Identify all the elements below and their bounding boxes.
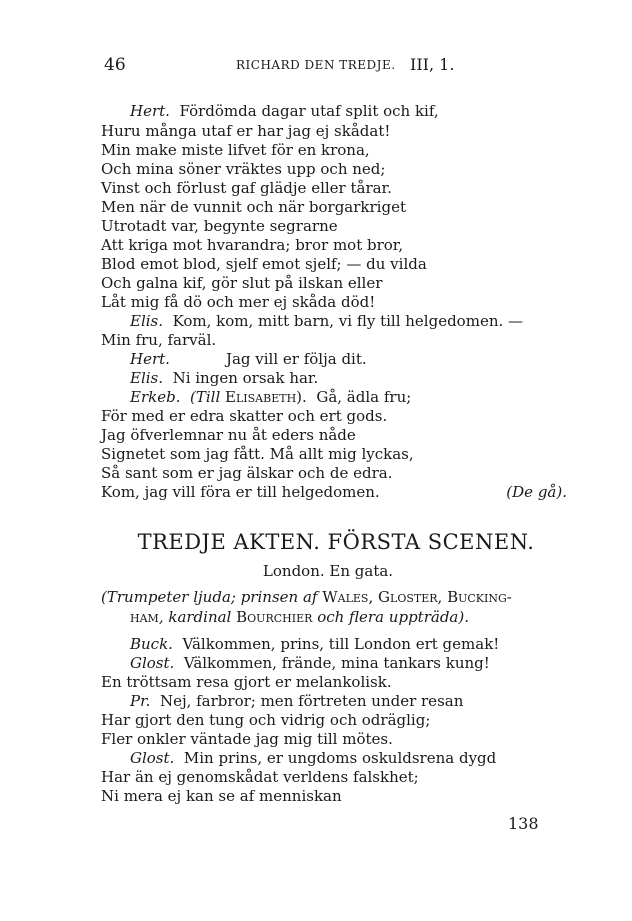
verse-line: Men när de vunnit och när borgarkriget bbox=[101, 198, 406, 216]
speaker-label: Hert. bbox=[130, 350, 170, 368]
stage-name: Wales bbox=[322, 588, 369, 606]
verse-line: Har än ej genomskådat verldens falskhet; bbox=[101, 768, 419, 786]
verse-line: Min fru, farväl. bbox=[101, 331, 217, 349]
speaker-label: Glost. bbox=[130, 749, 175, 767]
verse-line: Hert. Jag vill er följa dit. bbox=[130, 350, 367, 368]
speaker-label: Elis. bbox=[130, 312, 164, 330]
exit-direction: (De gå). bbox=[506, 483, 567, 501]
verse-line: Att kriga mot hvarandra; bror mot bror, bbox=[101, 236, 404, 254]
speaker-label: Pr. bbox=[130, 692, 151, 710]
stage-name: Bucking- bbox=[447, 588, 512, 606]
stage-name: Elisabeth bbox=[225, 388, 297, 406]
act-scene-ref: III, 1. bbox=[410, 55, 455, 74]
verse-line: Glost. Välkommen, frände, mina tankars kung! bbox=[130, 654, 490, 672]
scene-location: London. En gata. bbox=[262, 562, 394, 580]
verse-line: Glost. Min prins, er ungdoms oskuldsrena dygd bbox=[130, 749, 497, 767]
verse-line: Kom, jag vill föra er till helgedomen. (De gå). bbox=[101, 483, 567, 501]
verse-line: Elis. Ni ingen orsak har. bbox=[130, 369, 319, 387]
stage-name: Bourchier bbox=[236, 608, 313, 626]
verse-line: Vinst och förlust gaf glädje eller tårar. bbox=[101, 179, 392, 197]
verse-line: Pr. Nej, farbror; men förtreten under resan bbox=[130, 692, 464, 710]
verse-line: Har gjort den tung och vidrig och odräglig; bbox=[101, 711, 431, 729]
verse-line: Huru många utaf er har jag ej skådat! bbox=[101, 122, 391, 140]
stage-direction: ham, kardinal Bourchier och flera uppträda). bbox=[130, 608, 469, 626]
verse-line: Buck. Välkommen, prins, till London ert gemak! bbox=[130, 635, 500, 653]
page-number: 46 bbox=[104, 55, 126, 75]
verse-line: En tröttsam resa gjort er melankolisk. bbox=[101, 673, 392, 691]
verse-line: Min make miste lifvet för en krona, bbox=[101, 141, 370, 159]
verse-line: Fler onkler väntade jag mig till mötes. bbox=[101, 730, 393, 748]
stage-name: Gloster bbox=[378, 588, 438, 606]
verse-line: Och mina söner vräktes upp och ned; bbox=[101, 160, 386, 178]
verse-line: Hert. Fördömda dagar utaf split och kif, bbox=[130, 102, 439, 120]
verse-line: För med er edra skatter och ert gods. bbox=[101, 407, 388, 425]
stage-name: ham bbox=[130, 608, 159, 626]
speaker-label: Hert. bbox=[130, 102, 170, 120]
verse-line: Så sant som er jag älskar och de edra. bbox=[101, 464, 393, 482]
speaker-label: Erkeb. bbox=[130, 388, 181, 406]
verse-line: Blod emot blod, sjelf emot sjelf; — du vilda bbox=[101, 255, 427, 273]
verse-line: Låt mig få dö och mer ej skåda död! bbox=[101, 293, 376, 311]
verse-line: Jag öfverlemnar nu åt eders nåde bbox=[101, 426, 356, 444]
verse-line: Utrotadt var, begynte segrarne bbox=[101, 217, 338, 235]
verse-line: Och galna kif, gör slut på ilskan eller bbox=[101, 274, 383, 292]
verse-line: Ni mera ej kan se af menniskan bbox=[101, 787, 342, 805]
speaker-label: Glost. bbox=[130, 654, 175, 672]
scene-heading: TREDJE AKTEN. FÖRSTA SCENEN. bbox=[137, 530, 535, 554]
verse-line: Erkeb. (Till Elisabeth). Gå, ädla fru; bbox=[130, 388, 412, 406]
speaker-label: Buck. bbox=[130, 635, 173, 653]
verse-line: Elis. Kom, kom, mitt barn, vi fly till helgedomen. — bbox=[130, 312, 524, 330]
signature-mark: 138 bbox=[508, 814, 539, 833]
verse-line: Signetet som jag fått. Må allt mig lyckas, bbox=[101, 445, 414, 463]
speaker-label: Elis. bbox=[130, 369, 164, 387]
running-title: RICHARD DEN TREDJE. bbox=[236, 58, 396, 72]
stage-direction: (Trumpeter ljuda; prinsen af Wales, Gloster, Bucking- bbox=[101, 588, 512, 606]
